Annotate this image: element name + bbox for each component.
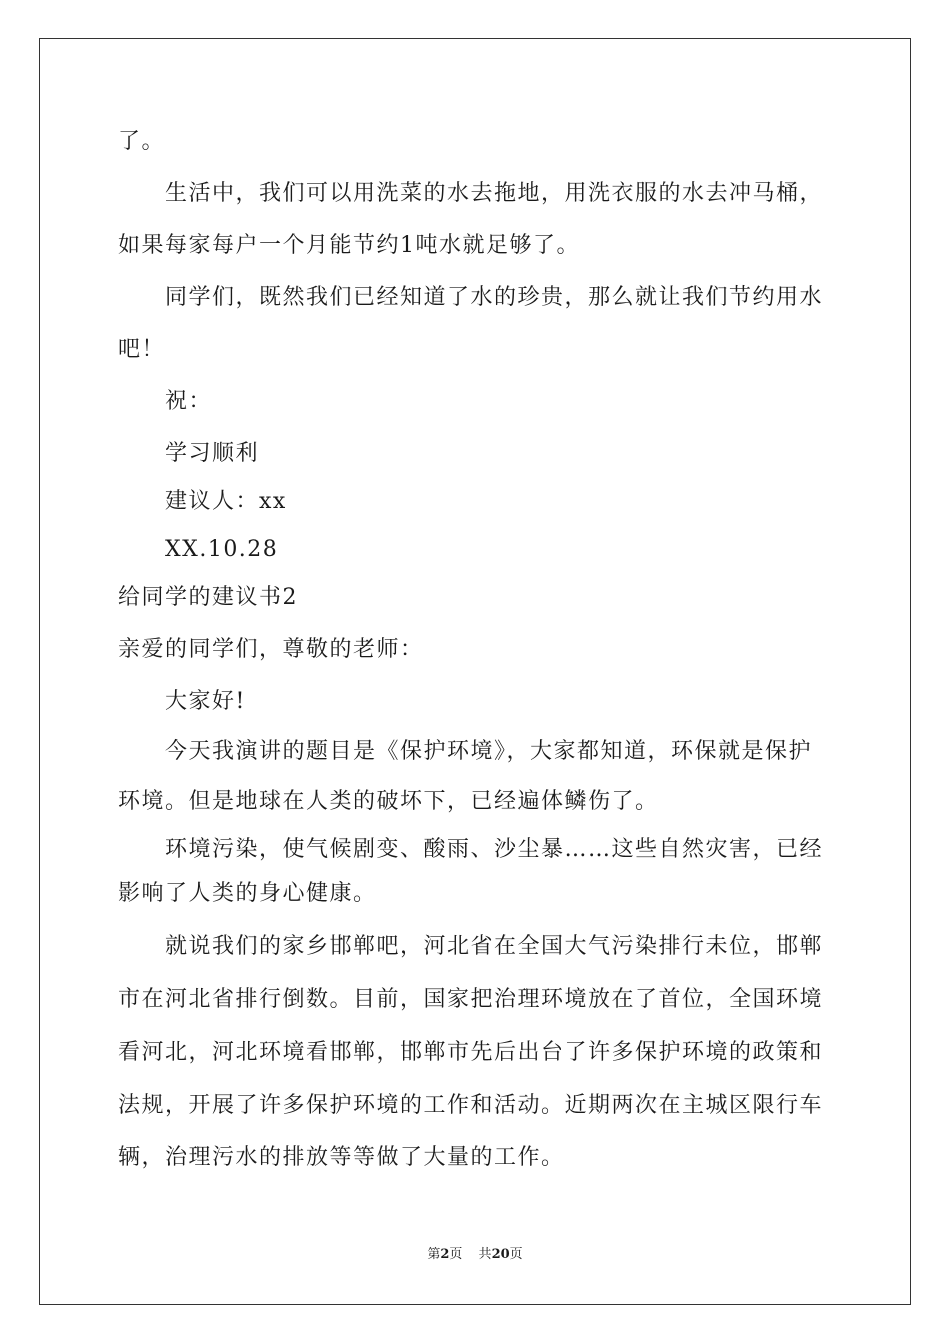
total-prefix: 共 [478,1247,492,1262]
section-heading: 给同学的建议书2 [118,585,298,610]
total-pages: 20 [491,1247,510,1262]
page-total [479,1247,523,1262]
text-line: 市在河北省排行倒数。目前，国家把治理环境放在了首位，全国环境 [118,987,824,1012]
text-line: 生活中，我们可以用洗菜的水去拖地，用洗衣服的水去冲马桶， [165,181,824,206]
total-suffix: 页 [509,1247,523,1262]
page-suffix: 页 [449,1247,463,1262]
text-line: 吧！ [118,337,166,362]
text-line: 影响了人类的身心健康。 [118,881,377,906]
text-line: 如果每家每户一个月能节约1吨水就足够了。 [118,233,580,258]
page-prefix: 第 [427,1247,441,1262]
text-line: 建议人：xx [165,489,287,514]
text-line: 祝： [165,389,213,414]
text-line: 大家好! [165,689,246,714]
salutation: 亲爱的同学们，尊敬的老师： [118,637,424,662]
text-line: 环境污染，使气候剧变、酸雨、沙尘暴……这些自然灾害，已经 [165,837,824,862]
text-line: 环境。但是地球在人类的破坏下，已经遍体鳞伤了。 [118,789,659,814]
text-line: 就说我们的家乡邯郸吧，河北省在全国大气污染排行未位，邯郸 [165,934,824,959]
text-line: 今天我演讲的题目是《保护环境》，大家都知道，环保就是保护 [165,739,813,764]
current-page: 2 [440,1247,450,1262]
text-line: XX.10.28 [165,537,279,562]
page-footer [0,1246,950,1264]
text-line: 看河北，河北环境看邯郸，邯郸市先后出台了许多保护环境的政策和 [118,1040,824,1065]
text-line: 法规，开展了许多保护环境的工作和活动。近期两次在主城区限行车 [118,1093,824,1118]
page-number [427,1247,462,1262]
text-line: 了。 [118,129,166,154]
text-line: 辆，治理污水的排放等等做了大量的工作。 [118,1145,565,1170]
text-line: 学习顺利 [165,441,260,466]
text-line: 同学们，既然我们已经知道了水的珍贵，那么就让我们节约用水 [165,285,824,310]
